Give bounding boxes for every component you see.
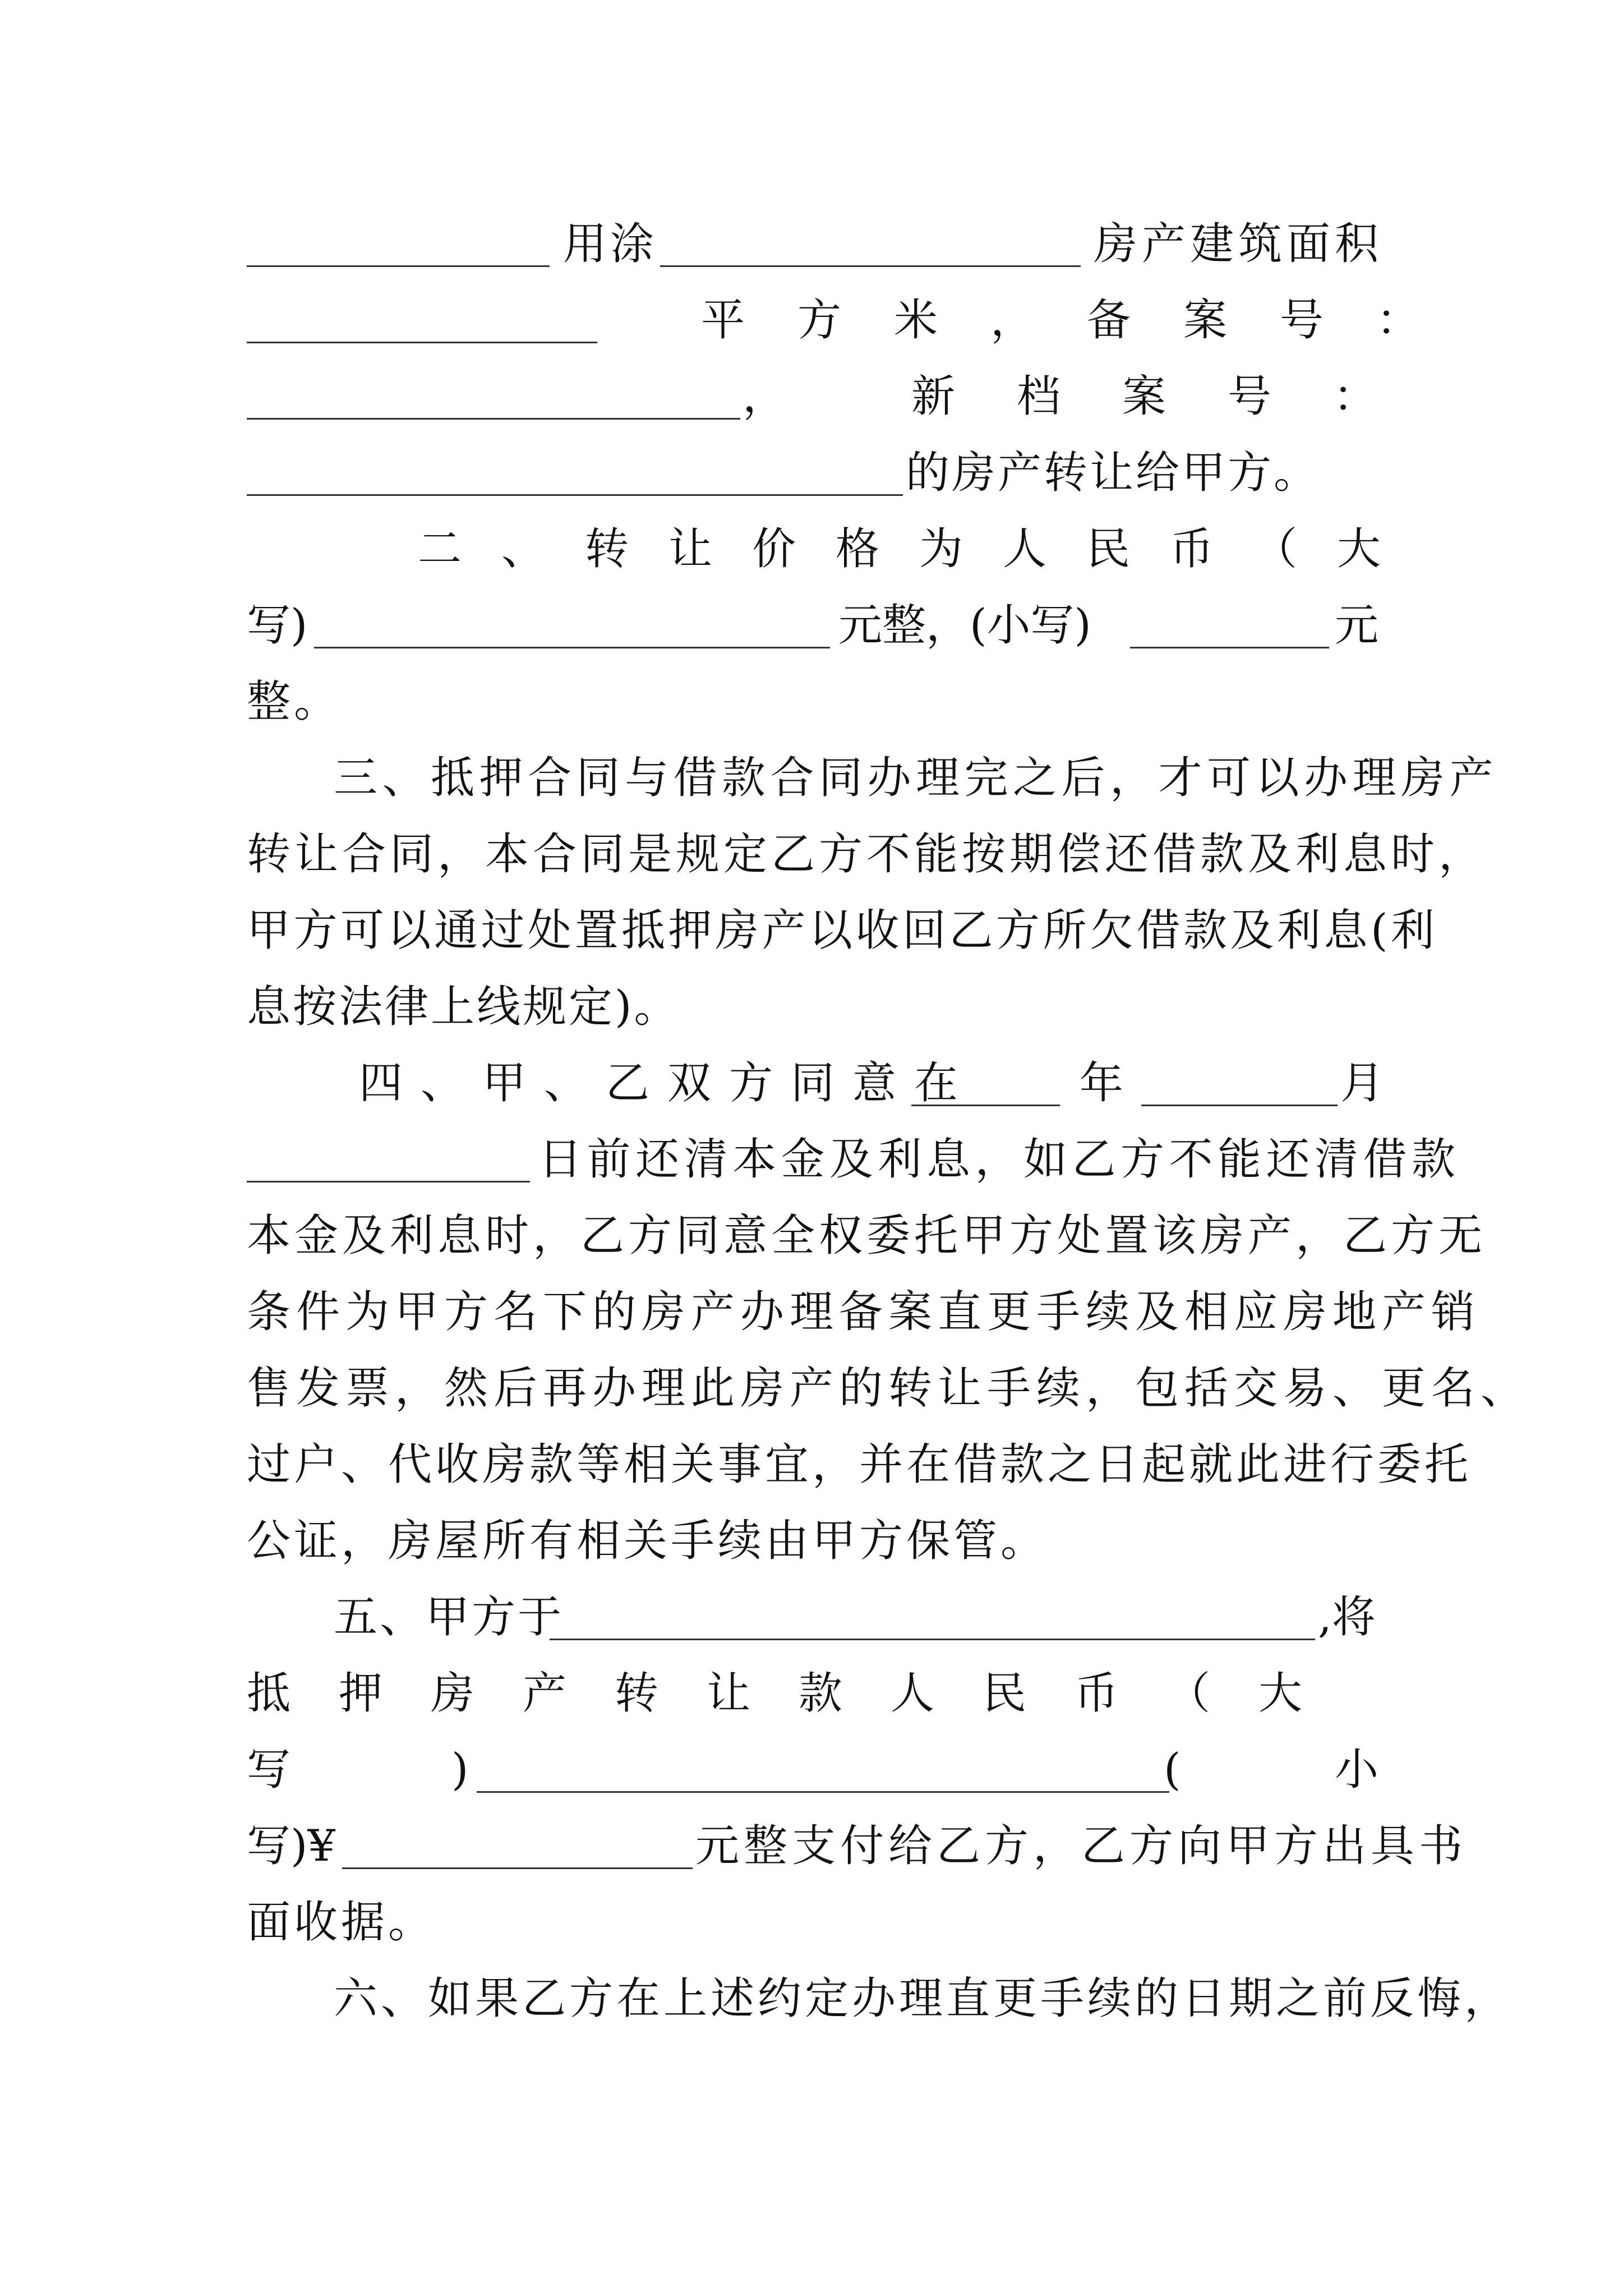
doc-line-1 xyxy=(247,206,1384,282)
doc-line-8 xyxy=(247,740,1498,816)
text-paragraph: 条件为甲方名下的房产办理备案直更手续及相应房地产销 xyxy=(247,1287,1481,1337)
text-capital: 写) xyxy=(247,600,308,651)
text-paragraph: 息按法律上线规定)。 xyxy=(247,982,680,1032)
text-clause-6: 六、如果乙方在上述约定办理直更手续的日期之前反悔， xyxy=(334,1973,1512,2024)
text-paragraph: 公证，房屋所有相关手续由甲方保管。 xyxy=(247,1516,1048,1566)
text-paren-close: ) xyxy=(451,1745,469,1795)
text-clause-4: 四、甲、乙双方同意在 xyxy=(359,1058,976,1108)
doc-line-6 xyxy=(247,587,1377,664)
text-write-yen: 写)¥ xyxy=(247,1821,336,1871)
text-comma-will: ,将 xyxy=(1318,1592,1376,1642)
blank-field[interactable] xyxy=(247,494,903,496)
text-month: 月 xyxy=(1340,1058,1385,1108)
text-write: 写 xyxy=(247,1745,291,1795)
doc-line-10 xyxy=(247,892,1438,969)
doc-line-9 xyxy=(247,816,1487,892)
text-paragraph: 售发票，然后再办理此房产的转让手续，包括交易、更名、 xyxy=(247,1363,1530,1414)
blank-field[interactable] xyxy=(314,647,830,648)
text-clause-2: 二、转让价格为人民币（大 xyxy=(418,524,1421,574)
blank-field[interactable] xyxy=(477,1791,1169,1793)
text-yuan: 元 xyxy=(1335,600,1379,651)
text-paragraph: 甲方可以通过处置抵押房产以收回乙方所欠借款及利息(利 xyxy=(247,905,1438,956)
blank-field[interactable] xyxy=(1130,647,1329,648)
blank-field[interactable] xyxy=(550,1639,1315,1640)
text-yuan-lower: 元整，(小写) xyxy=(838,600,1091,651)
text-building-area: 房产建筑面积 xyxy=(1094,219,1384,269)
text-paren-open: ( xyxy=(1164,1745,1181,1795)
blank-field[interactable] xyxy=(247,1181,530,1182)
doc-line-2 xyxy=(247,282,1473,358)
doc-line-23 xyxy=(247,1884,1377,1961)
doc-line-13 xyxy=(247,1121,1460,1198)
doc-line-22 xyxy=(247,1808,1468,1884)
text-clause-5: 五、甲方于 xyxy=(334,1592,564,1642)
doc-line-15 xyxy=(247,1274,1481,1350)
text-paragraph: 抵押房产转让款人民币（大 xyxy=(247,1668,1351,1719)
text-paragraph: 日前还清本金及利息，如乙方不能还清借款 xyxy=(538,1134,1460,1185)
doc-line-14 xyxy=(247,1198,1487,1274)
doc-line-16 xyxy=(247,1350,1530,1427)
blank-field[interactable] xyxy=(247,418,740,420)
text-transfer-to-party-a: 的房产转让给甲方。 xyxy=(906,448,1320,498)
text-whole: 整。 xyxy=(247,677,342,727)
doc-line-11 xyxy=(247,969,1377,1045)
doc-line-5 xyxy=(247,511,1421,587)
text-small: 小 xyxy=(1335,1745,1379,1795)
text-paragraph: 转让合同，本合同是规定乙方不能按期偿还借款及利息时， xyxy=(247,829,1487,880)
doc-line-24 xyxy=(247,1961,1512,2037)
text-year: 年 xyxy=(1080,1058,1124,1108)
doc-line-17 xyxy=(247,1427,1472,1503)
doc-line-4 xyxy=(247,435,1377,511)
doc-line-12 xyxy=(247,1045,1385,1121)
blank-field[interactable] xyxy=(342,1867,693,1869)
text-usage: 用涂 xyxy=(563,219,658,269)
text-comma: ， xyxy=(743,371,787,422)
blank-field[interactable] xyxy=(660,265,1081,267)
blank-field[interactable] xyxy=(247,342,597,343)
text-paragraph: 过户、代收房款等相关事宜，并在借款之日起就此进行委托 xyxy=(247,1439,1472,1490)
text-paragraph: 本金及利息时，乙方同意全权委托甲方处置该房产，乙方无 xyxy=(247,1211,1487,1261)
doc-line-21 xyxy=(247,1732,1377,1808)
blank-field[interactable] xyxy=(911,1105,1060,1106)
text-area-filing-no: 平方米，备案号： xyxy=(701,295,1473,346)
doc-line-3 xyxy=(247,358,1439,435)
text-payment: 元整支付给乙方，乙方向甲方出具书 xyxy=(695,1821,1468,1871)
blank-field[interactable] xyxy=(1141,1105,1338,1106)
text-new-file-no: 新档案号： xyxy=(911,371,1439,422)
doc-line-19 xyxy=(247,1579,1377,1655)
doc-line-7 xyxy=(247,664,1377,740)
doc-line-18 xyxy=(247,1503,1377,1579)
blank-field[interactable] xyxy=(247,265,550,267)
text-clause-3: 三、抵押合同与借款合同办理完之后，才可以办理房产 xyxy=(334,753,1498,803)
doc-line-20 xyxy=(247,1655,1377,1732)
text-paragraph: 面收据。 xyxy=(247,1897,436,1948)
